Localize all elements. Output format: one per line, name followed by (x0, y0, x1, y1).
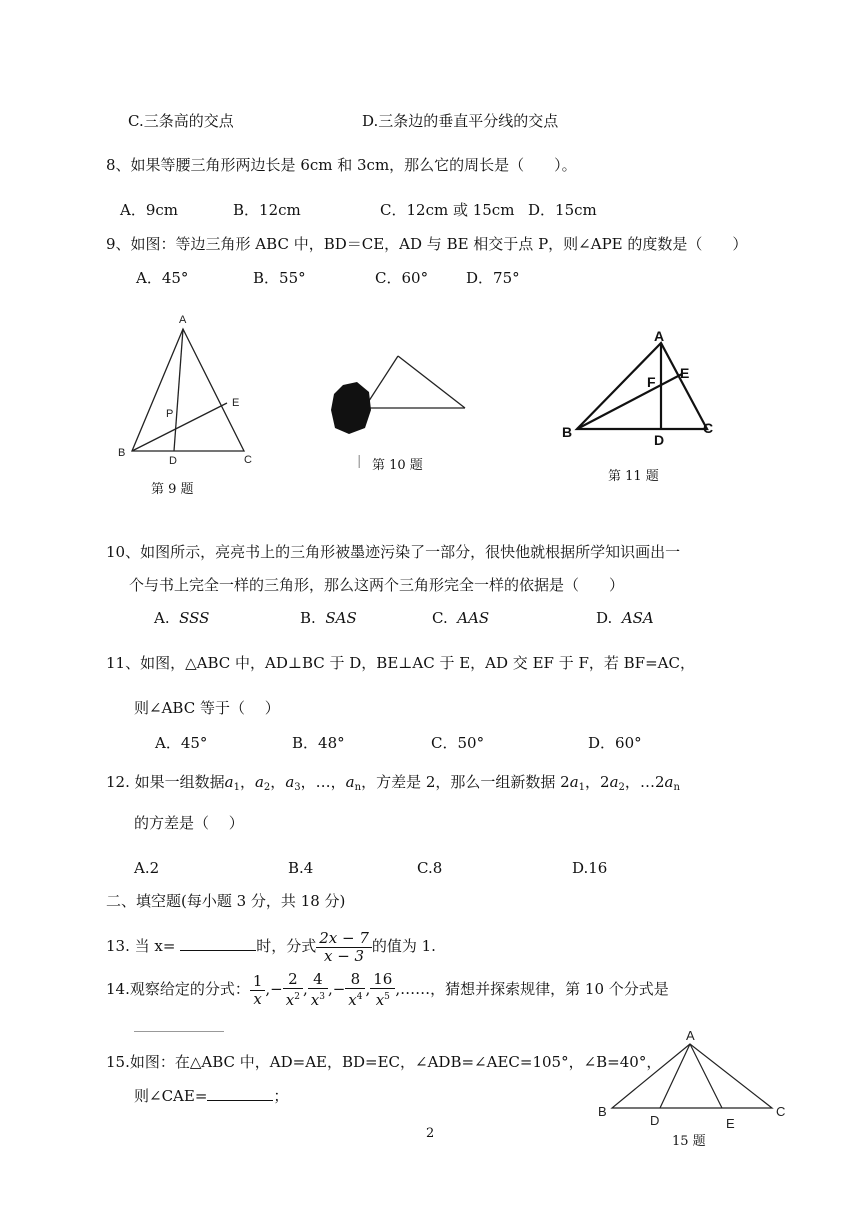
q12-stem-line2: 的方差是（ ） (134, 814, 244, 832)
q13-fraction (316, 930, 372, 965)
q12-option-b: B.4 (288, 859, 314, 877)
q13-denominator: x − 3 (323, 946, 365, 965)
figure-9 (110, 305, 270, 470)
q14-denominator-var: x (348, 991, 357, 1009)
q12-option-a: A.2 (134, 859, 160, 877)
q12-a2-var: a (254, 773, 264, 791)
q15-line1: 15.如图：在△ABC 中，AD=AE，BD=EC，∠ADB=∠AEC=105°，∠B=40°， (106, 1053, 662, 1071)
q9-option-d: D．75° (466, 269, 520, 287)
q12-2a1-var: a (569, 773, 579, 791)
q12-a1-var: a (224, 773, 234, 791)
q14-fraction (345, 971, 365, 1009)
q11-option-a: A．45° (155, 734, 208, 752)
q14-prefix: 14.观察给定的分式： (106, 980, 250, 998)
q9-option-b: B．55° (253, 269, 306, 287)
q14-denominator (370, 989, 395, 1009)
q9-stem: 9、如图：等边三角形 ABC 中，BD＝CE，AD 与 BE 相交于点 P，则∠APE 的度数是（ ） (106, 235, 748, 253)
q11-option-c: C．50° (431, 734, 485, 752)
q8-option-b: B．12cm (233, 201, 301, 219)
page-number: 2 (426, 1126, 435, 1141)
q12-sep2: ， (270, 773, 286, 791)
q13-prefix: 13. 当 x= (106, 937, 176, 955)
q15-line2-prefix: 则∠CAE= (134, 1087, 208, 1105)
q10-option-b-text: SAS (325, 609, 357, 627)
q12-sep4: ， (585, 773, 601, 791)
q13-answer-blank[interactable] (180, 935, 256, 951)
q14-numerator: 2 (283, 971, 303, 989)
q14-denominator-var: x (253, 989, 262, 1008)
fig9-label-d: D (169, 455, 177, 467)
q12-dots2: …2 (639, 773, 665, 791)
q14-denominator (308, 989, 328, 1009)
q15-answer-blank[interactable] (207, 1085, 273, 1101)
q12-a1 (225, 773, 240, 791)
q8-option-a: A．9cm (120, 201, 179, 219)
q14-fraction (250, 973, 266, 1008)
q14-denominator-var: x (310, 991, 320, 1009)
figure-11 (555, 325, 730, 450)
q12-a3 (285, 773, 300, 791)
q12-2a2-sub: 2 (618, 782, 625, 793)
q12-a1-sub: 1 (233, 782, 240, 793)
q12-an-sub: n (354, 782, 362, 793)
q15-line2 (134, 1085, 288, 1106)
q10-option-d-label: D. (596, 609, 613, 627)
q12-2an (664, 773, 679, 791)
q10-option-c-text: AAS (457, 609, 490, 627)
q12-an (346, 773, 361, 791)
q12-prefix: 12. 如果一组数据 (106, 773, 225, 791)
q12-sep1: ， (239, 773, 255, 791)
fig11-label-d: D (654, 432, 665, 448)
fig15-label-e: E (726, 1116, 735, 1131)
q14-fraction (283, 971, 303, 1009)
q13-suffix: 的值为 1. (371, 937, 436, 955)
q14-sign: , (302, 980, 308, 998)
figure-10 (325, 350, 475, 440)
q14-denominator-var: x (375, 991, 385, 1009)
q12-an-var: a (345, 773, 355, 791)
fig15-label-c: C (776, 1104, 786, 1119)
q14-exponent: 3 (319, 992, 325, 1002)
q10-stem-line2: 个与书上完全一样的三角形，那么这两个三角形完全一样的依据是（ ） (129, 576, 625, 594)
q14-denominator (250, 991, 266, 1008)
q7-option-d: D.三条边的垂直平分线的交点 (362, 112, 559, 130)
fig9-caption: 第 9 题 (151, 482, 194, 497)
q14-answer-blank[interactable] (134, 1031, 224, 1032)
fig15-label-d: D (650, 1113, 660, 1128)
fig9-label-b: B (118, 447, 126, 459)
q14-fraction (370, 971, 395, 1009)
fig9-label-a: A (179, 314, 187, 326)
q10-option-b (300, 608, 357, 628)
q12-a3-sub: 3 (294, 782, 301, 793)
fig10-mark: | (357, 454, 362, 469)
q10-option-d (596, 608, 654, 628)
q13-numerator: 2x − 7 (316, 930, 372, 948)
q12-2an-sub: n (673, 782, 680, 793)
q14-denominator (283, 989, 303, 1009)
q12-a3-var: a (285, 773, 295, 791)
q9-option-c: C．60° (375, 269, 429, 287)
fig11-label-c: C (703, 420, 714, 436)
q7-option-c: C.三条高的交点 (128, 112, 234, 130)
q14-sign: , (365, 980, 371, 998)
q14-exponent: 4 (356, 992, 363, 1002)
q15-line2-suffix: ； (273, 1087, 289, 1105)
q12-sep3: ， (300, 773, 316, 791)
q12-option-c: C.8 (417, 859, 443, 877)
q14-fraction (308, 971, 328, 1009)
q12-sep5: ， (624, 773, 640, 791)
section-2-heading: 二、填空题(每小题 3 分，共 18 分) (106, 892, 346, 910)
q14-numerator: 1 (250, 973, 266, 991)
q8-stem: 8、如果等腰三角形两边长是 6cm 和 3cm，那么它的周长是（ ）。 (106, 156, 577, 174)
fig15-label-a: A (686, 1028, 695, 1043)
q14-denominator (345, 989, 365, 1009)
figure-15 (592, 1024, 792, 1136)
q14 (106, 964, 669, 1014)
q10-option-c (432, 608, 489, 628)
fig10-caption: 第 10 题 (372, 458, 423, 473)
q10-option-b-label: B. (300, 609, 316, 627)
q10-option-d-text: ASA (621, 609, 654, 627)
q11-option-d: D．60° (588, 734, 642, 752)
q14-numerator: 16 (370, 971, 395, 989)
q12-2a1-sub: 1 (578, 782, 586, 793)
fig11-caption: 第 11 题 (608, 469, 659, 484)
q14-suffix: ,……，猜想并探索规律，第 10 个分式是 (395, 980, 669, 998)
fig9-label-e: E (232, 397, 240, 409)
fig9-label-p: P (166, 408, 174, 420)
q12-2an-var: a (664, 773, 674, 791)
q12-2a2-var: a (609, 773, 619, 791)
q14-denominator-var: x (285, 991, 295, 1009)
q11-stem-line1: 11、如图，△ABC 中，AD⊥BC 于 D，BE⊥AC 于 E，AD 交 EF 于 F，若 BF=AC， (106, 654, 695, 672)
q14-exponent: 5 (384, 992, 390, 1002)
q12-mid: ，方差是 2，那么一组新数据 2 (361, 773, 570, 791)
q10-stem-line1: 10、如图所示，亮亮书上的三角形被墨迹污染了一部分，很快他就根据所学知识画出一 (106, 543, 681, 561)
ink-blot (331, 382, 371, 434)
q11-option-b: B．48° (292, 734, 345, 752)
q12-stem-line1 (106, 772, 680, 798)
q12-two: 2 (600, 773, 610, 791)
q12-2a1 (570, 773, 585, 791)
fig9-label-c: C (244, 454, 252, 466)
fig15-label-b: B (598, 1104, 607, 1119)
q11-stem-line2: 则∠ABC 等于（ ） (134, 699, 280, 717)
q8-option-d: D．15cm (528, 201, 597, 219)
q14-sign: ,− (327, 980, 346, 998)
q12-ellipsis: …， (315, 773, 346, 791)
q14-sign: ,− (265, 980, 283, 998)
q10-option-a-text: SSS (179, 609, 210, 627)
fig15-caption: 15 题 (672, 1134, 706, 1149)
q14-fraction-sequence (250, 970, 396, 1009)
q12-option-d: D.16 (572, 859, 608, 877)
q12-a2 (255, 773, 270, 791)
q14-numerator: 4 (308, 971, 328, 989)
q10-option-a (154, 608, 209, 628)
fig11-label-b: B (562, 424, 573, 440)
q12-2a2 (610, 773, 625, 791)
fig11-label-a: A (654, 328, 665, 344)
q10-option-a-label: A. (154, 609, 170, 627)
q10-option-c-label: C. (432, 609, 448, 627)
fig11-label-e: E (680, 365, 690, 381)
q14-numerator: 8 (345, 971, 365, 989)
fig11-label-f: F (647, 374, 656, 390)
q14-exponent: 2 (294, 992, 300, 1002)
q8-option-c: C．12cm 或 15cm (380, 201, 515, 219)
q13-mid: 时，分式 (256, 937, 317, 955)
q9-option-a: A．45° (136, 269, 189, 287)
q12-a2-sub: 2 (263, 782, 271, 793)
